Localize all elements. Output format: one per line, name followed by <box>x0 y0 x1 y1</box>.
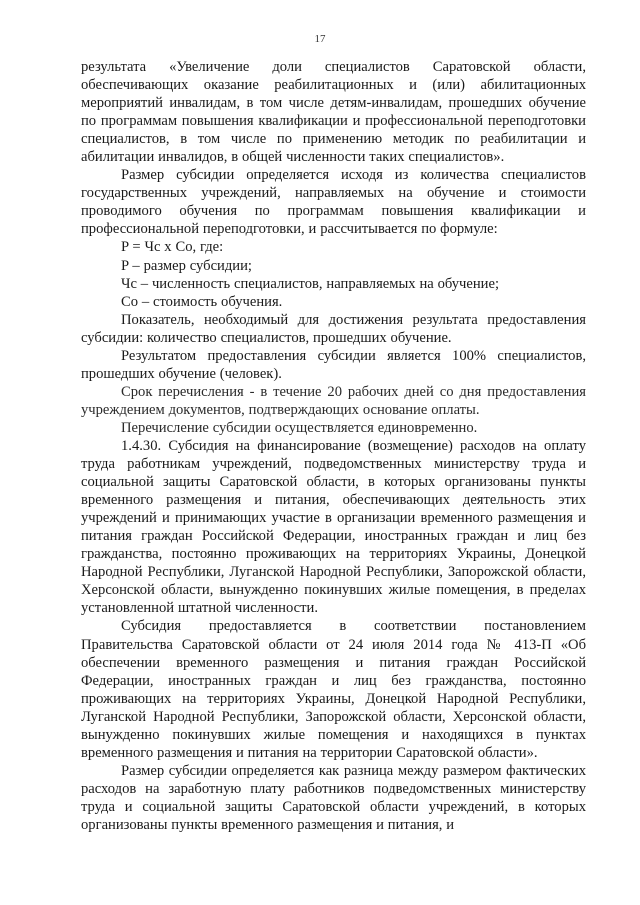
paragraph-indicator: Показатель, необходимый для достижения результата предоставления субсидии: количество специалистов, прошедших обучение. <box>81 311 586 346</box>
paragraph-result: Результатом предоставления субсидии является 100% специалистов, прошедших обучение (человек). <box>81 347 586 382</box>
formula-definition-p: P – размер субсидии; <box>121 257 252 274</box>
paragraph-subsidy-resolution: Субсидия предоставляется в соответствии постановлением Правительства Саратовской области от 24 июля 2014 года № 413-П «Об обеспечении временного размещения и питания граждан Российской Федерации, иностранных граждан и лиц без гражданства, постоянно проживающих на территориях Украины, Донецкой Народной Республики, Луганской Народной Республики, Запорожской области, Херсонской области, вынужденно покинувших жилые помещения и находящихся в пунктах временного размещения и питания на территории Саратовской области». <box>81 618 586 761</box>
page-number: 17 <box>314 33 326 45</box>
paragraph-subsidy-size-method: Размер субсидии определяется исходя из количества специалистов государственных учреждений, направляемых на обучение и стоимости проводимого обучения по программам повышения квалификации и профессиональной переподготовки, и рассчитывается по формуле: <box>81 167 586 238</box>
paragraph-subsidy-size-difference: Размер субсидии определяется как разница между размером фактических расходов на заработную плату работников подведомственных министерству труда и социальной защиты Саратовской области учреждений, в которых организованы пункты временного размещения и питания, и <box>81 762 586 833</box>
paragraph-transfer-once: Перечисление субсидии осуществляется единовременно. <box>121 419 478 436</box>
document-body <box>81 58 586 834</box>
paragraph-section-1-4-30: 1.4.30. Субсидия на финансирование (возмещение) расходов на оплату труда работникам учреждений, подведомственных министерству труда и социальной защиты Саратовской области, в которых организованы пункты временного размещения и питания, обеспечивающих деятельность этих учреждений и принимающих участие в организации временного размещения и питания граждан Российской Федерации, иностранных граждан и лиц без гражданства, постоянно проживающих на территориях Украины, Донецкой Народной Республики, Луганской Народной Республики, Запорожской области, Херсонской области, вынужденно покинувших жилые помещения, в пределах установленной штатной численности. <box>81 437 586 617</box>
paragraph-result-continuation: результата «Увеличение доли специалистов Саратовской области, обеспечивающих оказание реабилитационных и (или) абилитационных мероприятий инвалидам, в том числе детям-инвалидам, прошедших обучение по программам повышения квалификации и профессиональной переподготовки специалистов, в том числе по применению методик по реабилитации и абилитации инвалидов, в общей численности таких специалистов». <box>81 59 586 166</box>
paragraph-transfer-term: Срок перечисления - в течение 20 рабочих дней со дня предоставления учреждением документов, подтверждающих основание оплаты. <box>81 383 586 418</box>
formula-definition-so: Со – стоимость обучения. <box>121 293 283 310</box>
formula: P = Чс х Со, где: <box>121 239 224 256</box>
formula-definition-chs: Чс – численность специалистов, направляемых на обучение; <box>121 275 500 292</box>
